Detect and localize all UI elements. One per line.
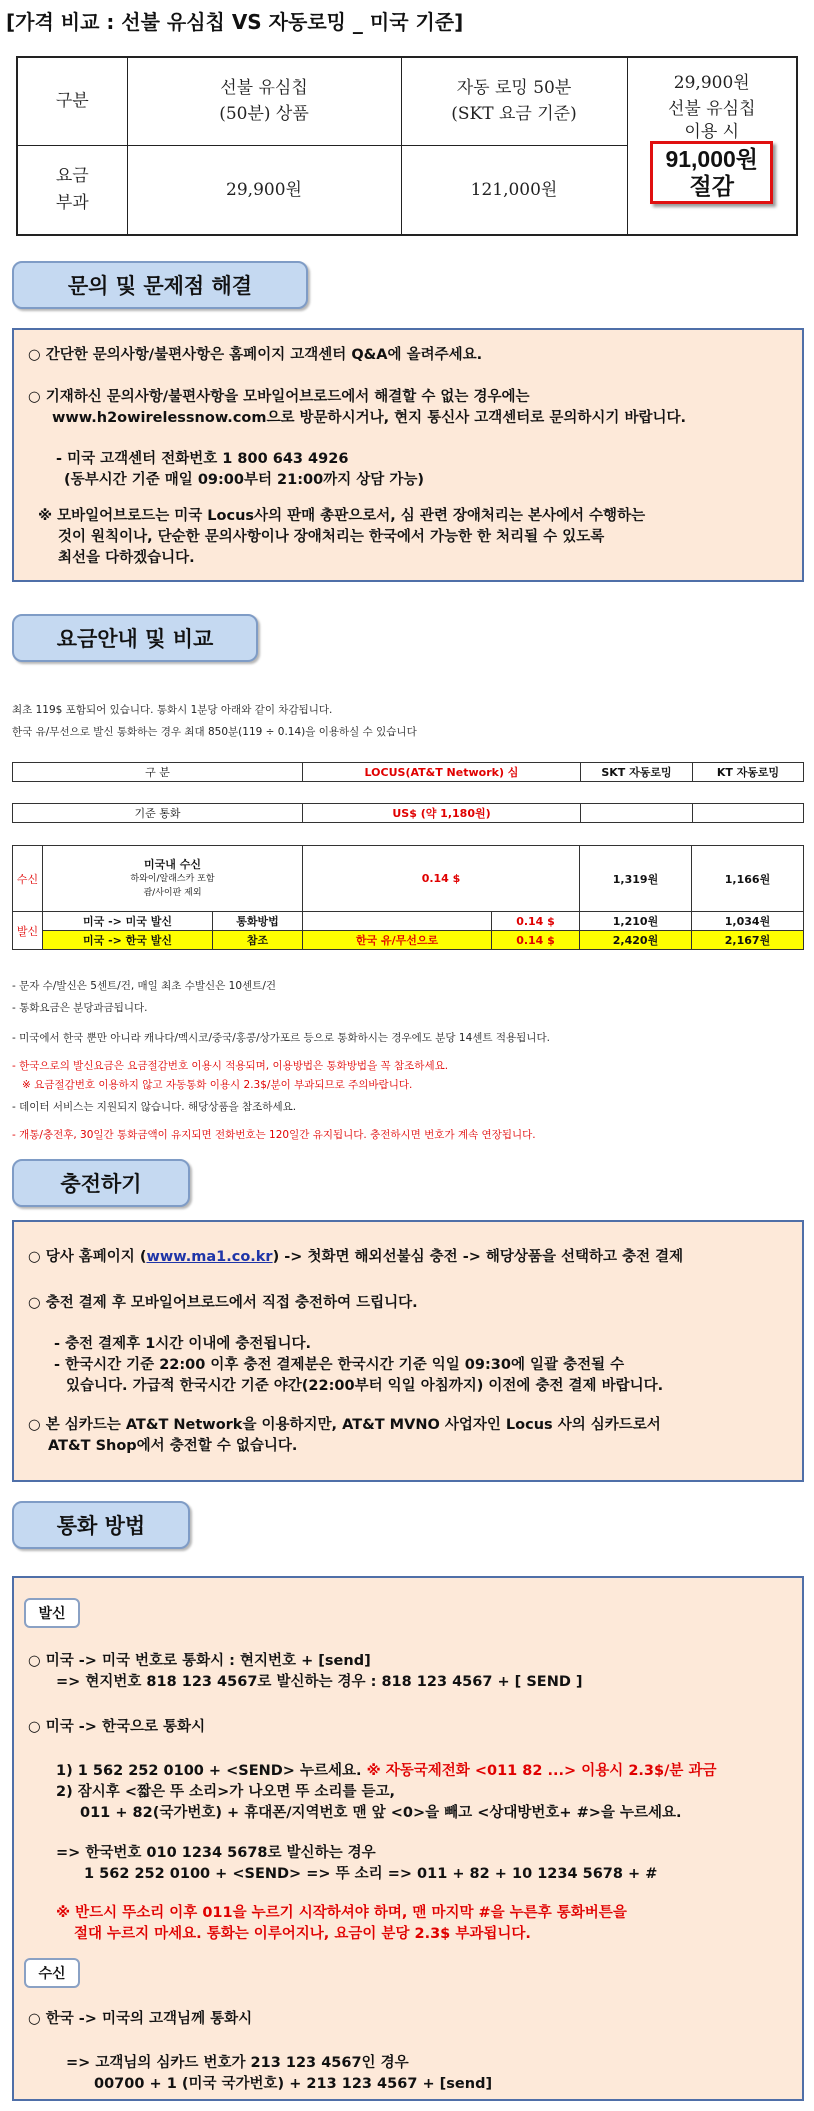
- charge-line: - 충전 결제후 1시간 이내에 충전됩니다.: [54, 1336, 311, 1352]
- prepaid-header-line2: (50분) 상품: [219, 104, 309, 125]
- base-call-value: US$ (약 1,180원): [303, 804, 581, 823]
- calling-line: [56, 1762, 716, 1780]
- calling-line: 011 + 82(국가번호) + 휴대폰/지역번호 맨 앞 <0>을 빼고 <상대방번호+ #>을 누르세요.: [80, 1805, 682, 1821]
- inquiry-note: ※ 모바일어브로드는 미국 Locus사의 판매 총판으로서, 심 관련 장애처리는 본사에서 수행하는: [38, 508, 646, 524]
- charge-line: - 한국시간 기준 22:00 이후 충전 결제분은 한국시간 기준 익일 09:30에 일괄 충전될 수: [54, 1357, 625, 1373]
- header-locus: LOCUS(AT&T Network) 심: [303, 763, 581, 782]
- inquiry-line: ○ 기재하신 문의사항/불편사항을 모바일어브로드에서 해결할 수 없는 경우에는: [28, 389, 530, 405]
- calling-line: ○ 미국 -> 한국으로 통화시: [28, 1719, 206, 1735]
- header-label: 구분: [17, 57, 127, 145]
- calling-step1-warning: ※ 자동국제전화 <011 82 ...> 이용시 2.3$/분 과금: [366, 1763, 717, 1779]
- calling-line: ○ 미국 -> 미국 번호로 통화시 : 현지번호 + [send]: [28, 1653, 371, 1669]
- us-to-us-kt: 1,034원: [692, 912, 804, 931]
- us-to-us-method: 통화방법: [213, 912, 303, 931]
- send-tab: 발신: [24, 1598, 80, 1628]
- receive-side-label: 수신: [13, 846, 43, 912]
- inquiry-note: 최선을 다하겠습니다.: [58, 550, 195, 566]
- savings-line1: 29,900원: [673, 73, 750, 93]
- send-side-label: 발신: [13, 912, 43, 950]
- charge-row-label-line2: 부과: [55, 192, 89, 213]
- rates-note-warning: ※ 요금절감번호 이용하지 않고 자동통화 이용시 2.3$/분이 부과되므로 주의바랍니다.: [22, 1079, 413, 1091]
- charge-line-prefix: ○ 당사 홈페이지 (: [28, 1249, 147, 1265]
- section-title-inquiry: 문의 및 문제점 해결: [12, 261, 308, 309]
- roaming-header: [401, 57, 627, 145]
- section-title-calling: 통화 방법: [12, 1501, 190, 1549]
- section-title-rates: 요금안내 및 비교: [12, 614, 258, 662]
- base-call-kt: [693, 804, 804, 823]
- homepage-link[interactable]: www.ma1.co.kr: [146, 1249, 273, 1265]
- receive-kt: 1,166원: [692, 846, 804, 912]
- rates-header-table: [12, 762, 804, 782]
- receive-rate: 0.14 $: [303, 846, 580, 912]
- us-to-us-skt: 1,210원: [580, 912, 692, 931]
- calling-line: => 고객님의 심카드 번호가 213 123 4567인 경우: [66, 2055, 409, 2071]
- prepaid-header: [127, 57, 401, 145]
- base-call-table: [12, 803, 804, 823]
- us-to-kr-dest: 한국 유/무선으로: [303, 931, 492, 950]
- page-title: [가격 비교 : 선불 유심칩 VS 자동로밍 _ 미국 기준]: [6, 10, 464, 34]
- receive-skt: 1,319원: [580, 846, 692, 912]
- us-support-phone: - 미국 고객센터 전화번호 1 800 643 4926: [56, 451, 349, 467]
- rates-table: [12, 845, 804, 950]
- calling-warning: 절대 누르지 마세요. 통화는 이루어지나, 요금이 분당 2.3$ 부과됩니다.: [74, 1926, 531, 1942]
- receive-desc-line2: 하와이/알래스카 포함: [130, 874, 215, 885]
- calling-line: => 한국번호 010 1234 5678로 발신하는 경우: [56, 1845, 376, 1861]
- rates-note-warning: - 한국으로의 발신요금은 요금절감번호 이용시 적용되며, 이용방법은 통화방법을 꼭 참조하세요.: [12, 1060, 449, 1072]
- calling-line: 00700 + 1 (미국 국가번호) + 213 123 4567 + [send]: [94, 2076, 493, 2092]
- us-to-us-label: 미국 -> 미국 발신: [43, 912, 213, 931]
- prepaid-price: 29,900원: [127, 145, 401, 235]
- receive-desc: [43, 846, 303, 912]
- us-to-us-dest: [303, 912, 492, 931]
- inquiry-line: www.h2owirelessnow.com으로 방문하시거나, 현지 통신사 고객센터로 문의하시기 바랍니다.: [52, 410, 686, 426]
- receive-desc-line1: 미국내 수신: [144, 857, 201, 871]
- charge-row-label-line1: 요금: [55, 166, 89, 187]
- savings-label: 절감: [689, 172, 734, 199]
- calling-line: => 현지번호 818 123 4567로 발신하는 경우 : 818 123 4567 + [ SEND ]: [56, 1674, 583, 1690]
- base-call-label: 기준 통화: [13, 804, 303, 823]
- charge-row-label: [17, 145, 127, 235]
- rates-note-warning: - 개통/충전후, 30일간 통화금액이 유지되면 전화번호는 120일간 유지됩니다. 충전하시면 번호가 계속 연장됩니다.: [12, 1129, 536, 1141]
- us-to-us-rate: 0.14 $: [492, 912, 580, 931]
- rates-note: - 문자 수/발신은 5센트/건, 매일 최초 수발신은 10센트/건: [12, 980, 277, 992]
- header-skt: SKT 자동로밍: [581, 763, 693, 782]
- base-call-skt: [581, 804, 693, 823]
- charge-line: ○ 본 심카드는 AT&T Network을 이용하지만, AT&T MVNO 사업자인 Locus 사의 심카드로서: [28, 1417, 661, 1433]
- calling-step1: 1) 1 562 252 0100 + <SEND> 누르세요.: [56, 1763, 362, 1779]
- charge-line: AT&T Shop에서 충전할 수 없습니다.: [48, 1438, 298, 1454]
- prepaid-header-line1: 선불 유심칩: [220, 77, 308, 98]
- roaming-header-line1: 자동 로밍 50분: [456, 77, 572, 98]
- savings-amount: 91,000원: [665, 146, 759, 173]
- savings-line3: 이용 시: [684, 121, 740, 142]
- header-kt: KT 자동로밍: [693, 763, 804, 782]
- charge-line: 있습니다. 가급적 한국시간 기준 야간(22:00부터 익일 아침까지) 이전에 충전 결제 바랍니다.: [66, 1378, 664, 1394]
- us-to-kr-method: 참조: [213, 931, 303, 950]
- inquiry-note: 것이 원칙이나, 단순한 문의사항이나 장애처리는 한국에서 가능한 한 처리될 수 있도록: [58, 529, 605, 545]
- receive-desc-line3: 괌/사이판 제외: [143, 887, 202, 898]
- header-gubun: 구 분: [13, 763, 303, 782]
- calling-line: ○ 한국 -> 미국의 고객님께 통화시: [28, 2011, 253, 2027]
- calling-panel: [12, 1576, 804, 2101]
- calling-warning: ※ 반드시 뚜소리 이후 011을 누르기 시작하셔야 하며, 맨 마지막 #을 누른후 통화버튼을: [56, 1905, 627, 1921]
- calling-line: 2) 잠시후 <짧은 뚜 소리>가 나오면 뚜 소리를 듣고,: [56, 1784, 396, 1800]
- charge-panel: [12, 1220, 804, 1482]
- us-to-kr-skt: 2,420원: [580, 931, 692, 950]
- receive-tab: 수신: [24, 1958, 80, 1988]
- rates-intro: 한국 유/무선으로 발신 통화하는 경우 최대 850분(119 ÷ 0.14)을 이용하실 수 있습니다: [12, 726, 417, 738]
- rates-intro: 최초 119$ 포함되어 있습니다. 통화시 1분당 아래와 같이 차감됩니다.: [12, 704, 333, 716]
- support-hours: (동부시간 기준 매일 09:00부터 21:00까지 상담 가능): [64, 472, 424, 488]
- savings-cell: [627, 57, 797, 235]
- savings-line2: 선불 유심칩: [667, 99, 756, 120]
- section-title-charge: 충전하기: [12, 1159, 190, 1207]
- roaming-header-line2: (SKT 요금 기준): [451, 104, 577, 125]
- inquiry-panel: [12, 328, 804, 582]
- charge-line: ○ 충전 결제 후 모바일어브로드에서 직접 충전하여 드립니다.: [28, 1295, 418, 1311]
- rates-note: - 통화요금은 분당과금됩니다.: [12, 1002, 148, 1014]
- roaming-price: 121,000원: [401, 145, 627, 235]
- rates-note: - 데이터 서비스는 지원되지 않습니다. 해당상품을 참조하세요.: [12, 1101, 297, 1113]
- savings-highlight-box: [650, 141, 773, 204]
- charge-line-suffix: ) -> 첫화면 해외선불심 충전 -> 해당상품을 선택하고 충전 결제: [272, 1249, 684, 1265]
- us-to-kr-kt: 2,167원: [692, 931, 804, 950]
- rates-note: - 미국에서 한국 뿐만 아니라 캐나다/멕시코/중국/홍콩/상가포르 등으로 통화하시는 경우에도 분당 14센트 적용됩니다.: [12, 1032, 550, 1044]
- price-comparison-table: [16, 56, 798, 236]
- us-to-kr-label: 미국 -> 한국 발신: [43, 931, 213, 950]
- calling-line: 1 562 252 0100 + <SEND> => 뚜 소리 => 011 + 82 + 10 1234 5678 + #: [84, 1866, 658, 1882]
- inquiry-line: ○ 간단한 문의사항/불편사항은 홈페이지 고객센터 Q&A에 올려주세요.: [28, 347, 483, 363]
- us-to-kr-rate: 0.14 $: [492, 931, 580, 950]
- charge-line: [28, 1248, 683, 1266]
